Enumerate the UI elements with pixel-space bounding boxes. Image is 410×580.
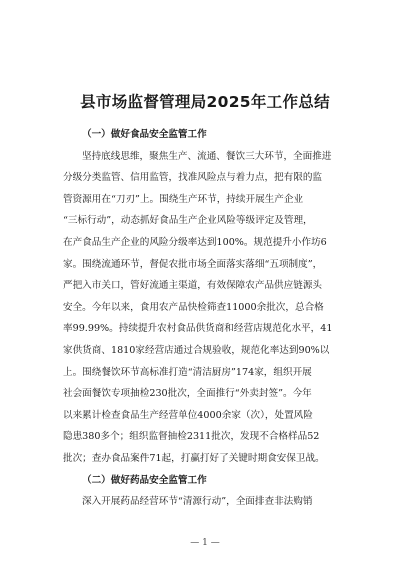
paragraph-line: 率99.99%。持续提升农村食品供货商和经营店规范化水平，41 — [63, 323, 333, 335]
section-heading-drug-safety: （二）做好药品安全监管工作 — [82, 474, 207, 486]
paragraph-line: 分级分类监管、信用监管，找准风险点与着力点，把有限的监 — [63, 172, 323, 184]
page-number: — 1 — — [190, 538, 220, 548]
paragraph-line: 批次；查办食品案件71起，打赢打好了关键时期食安保卫战。 — [63, 452, 325, 464]
paragraph-line: “三标行动”，动态抓好食品生产企业风险等级评定及管理， — [63, 215, 313, 227]
paragraph-line: 上。围绕餐饮环节高标准打造“清洁厨房”174家，组织开展 — [63, 366, 312, 378]
document-title: 县市场监督管理局2025年工作总结 — [80, 93, 330, 111]
paragraph-line: 管资源用在“刀刃”上。围绕生产环节，持续开展生产企业 — [63, 193, 304, 205]
paragraph-line: 家。围绕流通环节，督促农批市场全面落实落细“五项制度”， — [63, 258, 323, 270]
paragraph-line: 以来累计检查食品生产经营单位4000余家（次），处置风险 — [63, 409, 313, 421]
paragraph-line: 家供货商、1810家经营店通过合规验收，规范化率达到90%以 — [63, 344, 330, 356]
paragraph-line: 在产食品生产企业的风险分级率达到100%。规范提升小作坊6 — [63, 236, 327, 248]
paragraph-line: 严把入市关口，管好流通主渠道，有效保障农产品供应链源头 — [63, 280, 323, 292]
paragraph-line: 社会面餐饮专项抽检230批次，全面推行“外卖封签”。今年 — [63, 388, 312, 400]
paragraph-line: 隐患380多个；组织监督抽检2311批次，发现不合格样品52 — [63, 431, 320, 443]
document-body — [63, 124, 353, 513]
paragraph-line: 深入开展药品经营环节“清源行动”，全面排查非法购销 — [82, 496, 313, 508]
section-heading-food-safety: （一）做好食品安全监管工作 — [82, 129, 207, 140]
paragraph-line: 坚持底线思维，聚焦生产、流通、餐饮三大环节，全面推进 — [82, 150, 332, 162]
paragraph-line: 安全。今年以来，食用农产品快检筛查11000余批次，总合格 — [63, 301, 324, 313]
